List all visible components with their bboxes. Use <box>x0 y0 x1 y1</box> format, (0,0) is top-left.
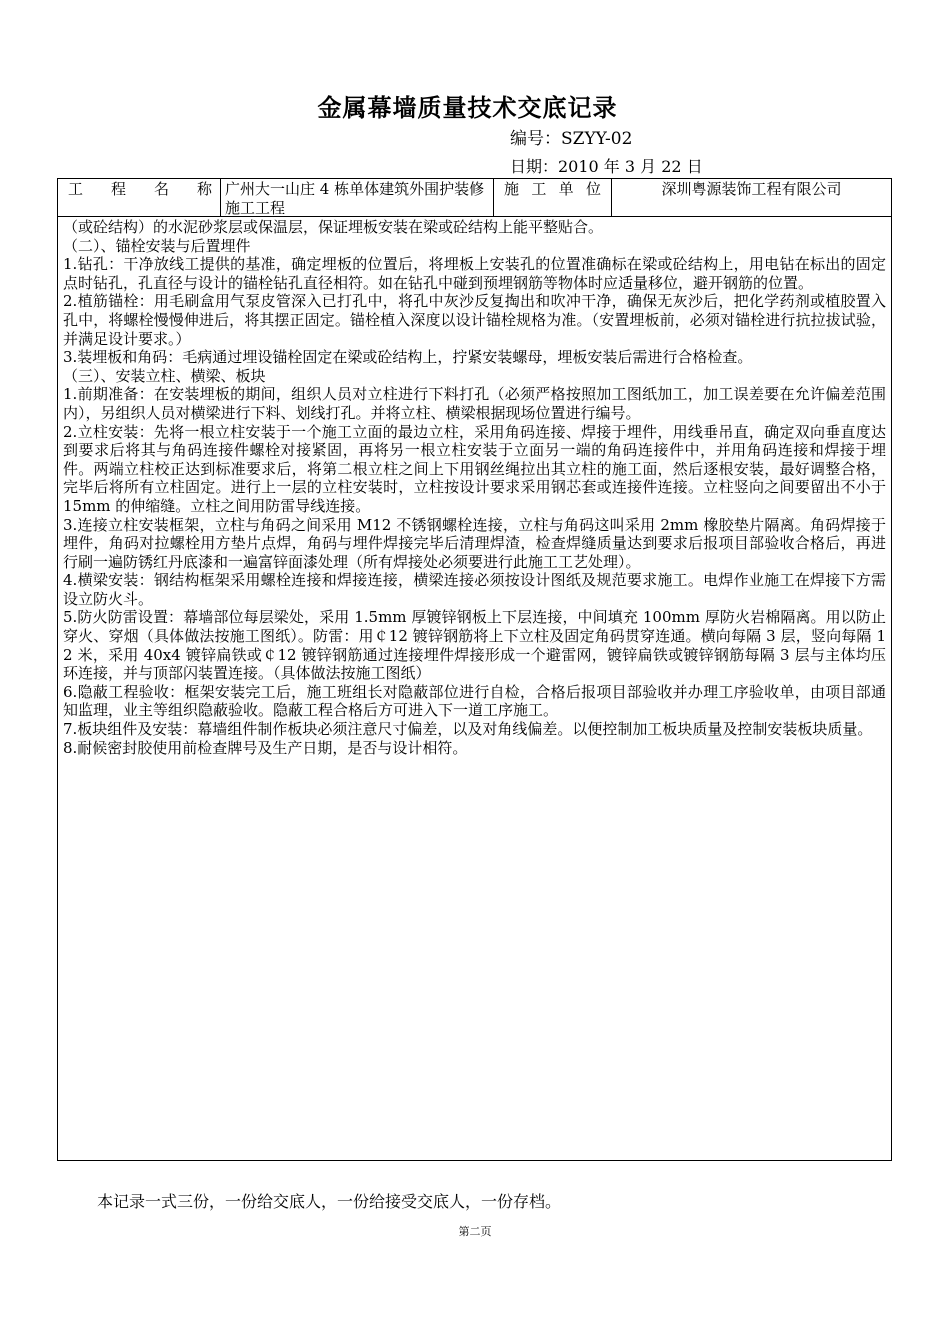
document-number: 编号：SZYY-02 <box>510 129 633 149</box>
content-body <box>63 218 886 757</box>
paragraph: （或砼结构）的水泥砂浆层或保温层，保证埋板安装在梁或砼结构上能平整贴合。 <box>63 218 604 236</box>
paragraph: 8.耐候密封胶使用前检查牌号及生产日期，是否与设计相符。 <box>63 738 468 757</box>
paragraph: 3.装埋板和角码：毛病通过埋设锚栓固定在梁或砼结构上，拧紧安装螺母，埋板安装后需进行合格检查。 <box>63 348 753 367</box>
record-table <box>57 178 892 1161</box>
construction-unit-value: 深圳粤源装饰工程有限公司 <box>661 180 842 198</box>
project-name-value: 广州大一山庄 4 栋单体建筑外围护装修施工工程 <box>221 179 494 216</box>
paragraph: 2.植筋锚栓：用毛刷盒用气泵皮管深入已打孔中，将孔中灰沙反复掏出和吹冲干净，确保无灰沙后，把化学药剂或植胶置入孔中，将螺栓慢慢伸进后，将其摆正固定。锚栓植入深度以设计锚栓规格为准。（安置埋板前，必须对锚栓进行抗拉拔试验，并满足设计要求。） <box>63 292 886 348</box>
paragraph: 2.立柱安装：先将一根立柱安装于一个施工立面的最边立柱，采用角码连接、焊接于埋件，用线垂吊直，确定双向垂直度达到要求后将其与角码连接件螺栓对接紧固，再将另一根立柱安装于立面另一端的角码连接件中，并用角码连接和焊接于埋件。两端立柱校正达到标准要求后，将第二根立柱之间上下用钢丝绳拉出其立柱的施工面，然后逐根安装，最好调整合格，完毕后将所有立柱固定。进行上一层的立柱安装时，立柱按设计要求采用钢芯套或连接件连接。立柱竖向之间要留出不小于 15mm 的伸缩缝。立柱之间用防雷导线连接。 <box>63 422 886 515</box>
paragraph: 6.隐蔽工程验收：框架安装完工后，施工班组长对隐蔽部位进行自检，合格后报项目部验收并办理工序验收单，由项目部通知监理，业主等组织隐蔽验收。隐蔽工程合格后方可进入下一道工序施工。 <box>63 682 886 720</box>
section-heading: （二）、锚栓安装与后置埋件 <box>63 236 251 255</box>
project-name-label: 工程名称 <box>58 179 221 216</box>
section-heading: （三）、安装立柱、横梁、板块 <box>63 366 266 385</box>
paragraph: 1.钻孔：干净放线工提供的基准，确定埋板的位置后，将埋板上安装孔的位置准确标在梁或砼结构上，用电钻在标出的固定点时钻孔，孔直径与设计的锚栓钻孔直径相符。如在钻孔中碰到预埋钢筋等物体时应适量移位，避开钢筋的位置。 <box>63 255 886 292</box>
header-row <box>58 179 891 217</box>
paragraph: 5.防火防雷设置：幕墙部位每层梁处，采用 1.5mm 厚镀锌钢板上下层连接，中间填充 100mm 厚防火岩棉隔离。用以防止穿火、穿烟（具体做法按施工图纸）。防雷：用￠12 镀锌钢筋将上下立柱及固定角码贯穿连通。横向每隔 3 层，竖向每隔 12 米，采用 40x4 镀锌扁铁或￠12 镀锌钢筋通过连接埋件焊接形成一个避雷网，镀锌扁铁或镀锌钢筋每隔 3 层与主体均压环连接，并与顶部闪装置连接。（具体做法按施工图纸） <box>63 608 886 683</box>
paragraph: 4.横梁安装：钢结构框架采用螺栓连接和焊接连接，横梁连接必须按设计图纸及规范要求施工。电焊作业施工在焊接下方需设立防火斗。 <box>63 571 886 608</box>
paragraph: 3.连接立柱安装框架，立柱与角码之间采用 M12 不锈钢螺栓连接，立柱与角码这叫采用 2mm 橡胶垫片隔离。角码焊接于埋件，角码对拉螺栓用方垫片点焊，角码与埋件焊接完毕后清理焊渣，检查焊缝质量达到要求后报项目部验收合格后，再进行刷一遍防锈红丹底漆和一遍富锌面漆处理（所有焊接处必须要进行此施工工艺处理）。 <box>63 515 886 571</box>
paragraph: 1.前期准备：在安装埋板的期间，组织人员对立柱进行下料打孔（必须严格按照加工图纸加工，加工误差要在允许偏差范围内），另组织人员对横梁进行下料、划线打孔。并将立柱、横梁根据现场位置进行编号。 <box>63 385 886 422</box>
footer-note: 本记录一式三份，一份给交底人，一份给接受交底人，一份存档。 <box>97 1192 562 1211</box>
construction-unit-label: 施工单位 <box>494 179 612 216</box>
paragraph: 7.板块组件及安装：幕墙组件制作板块必须注意尺寸偏差，以及对角线偏差。以便控制加工板块质量及控制安装板块质量。 <box>63 720 873 739</box>
document-title: 金属幕墙质量技术交底记录 <box>317 93 618 122</box>
document-date: 日期：2010 年 3 月 22 日 <box>510 157 703 176</box>
page-number: 第二页 <box>458 1225 492 1238</box>
